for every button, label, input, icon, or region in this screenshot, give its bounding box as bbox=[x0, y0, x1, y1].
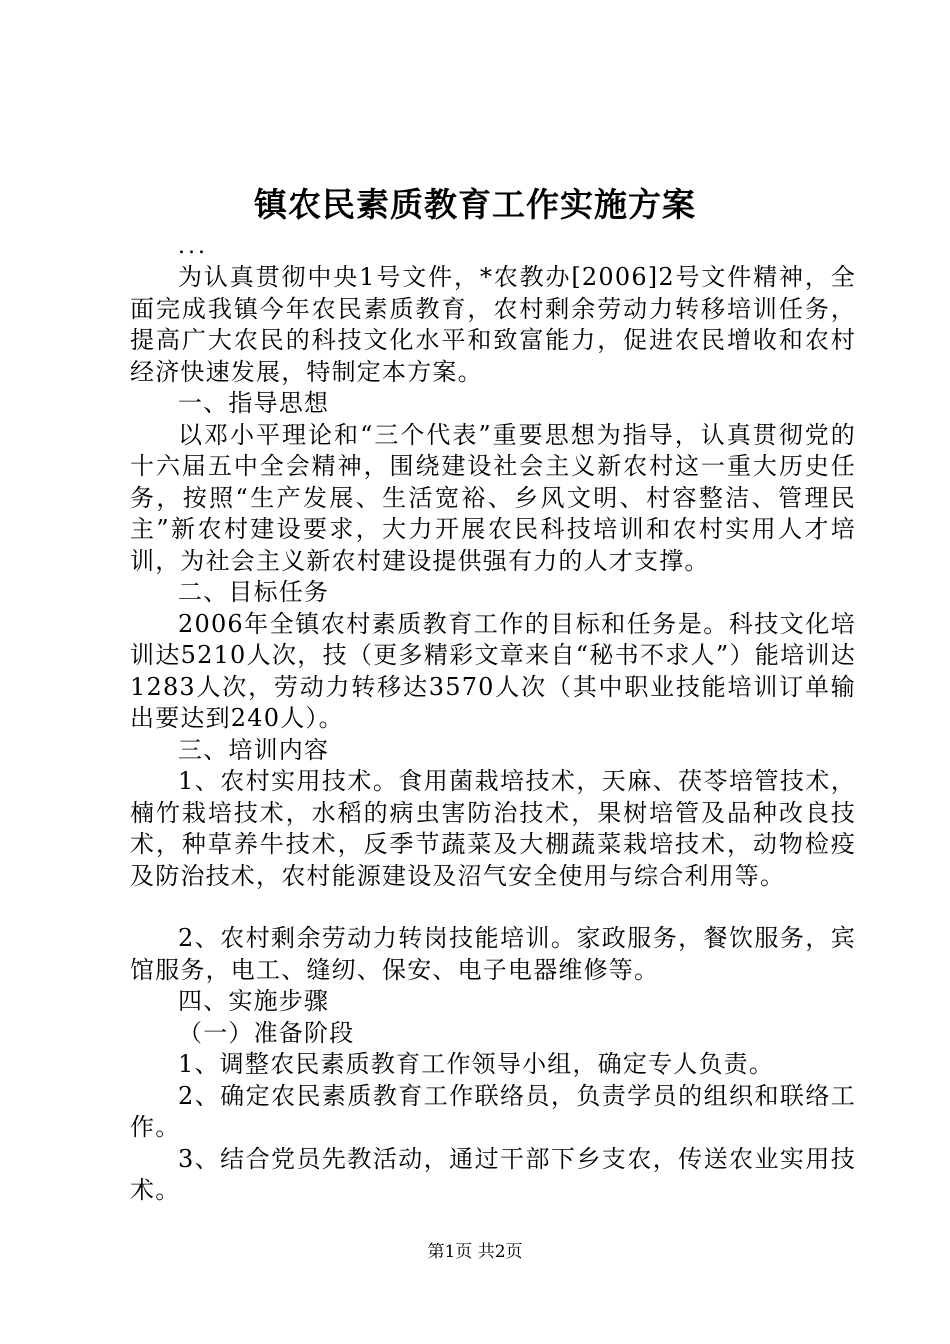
training-content-item-2: 2、农村剩余劳动力转岗技能培训。家政服务，餐饮服务，宾馆服务，电工、缝纫、保安、电子电器维修等。 bbox=[130, 924, 856, 984]
page-footer: 第1页 共2页 bbox=[427, 1242, 523, 1262]
goals-paragraph: 2006年全镇农村素质教育工作的目标和任务是。科技文化培训达5210人次，技（更多精彩文章来自“秘书不求人”）能培训达1283人次，劳动力转移达3570人次（其中职业技能培训订单输出要达到240人）。 bbox=[130, 609, 856, 732]
section-heading-guiding-thought: 一、指导思想 bbox=[178, 389, 330, 417]
section-heading-training-content: 三、培训内容 bbox=[178, 735, 330, 764]
subsection-heading-preparation: （一）准备阶段 bbox=[178, 1018, 355, 1047]
ellipsis-text: ... bbox=[178, 234, 208, 259]
intro-paragraph: 为认真贯彻中央1号文件，*农教办[2006]2号文件精神，全面完成我镇今年农民素质教育，农村剩余劳动力转移培训任务，提高广大农民的科技文化水平和致富能力，促进农民增收和农村经济快速发展，特制定本方案。 bbox=[130, 263, 856, 386]
guiding-thought-paragraph: 以邓小平理论和“三个代表”重要思想为指导，认真贯彻党的十六届五中全会精神，围绕建设社会主义新农村这一重大历史任务，按照“生产发展、生活宽裕、乡风文明、村容整洁、管理民主”新农村建设要求，大力开展农民科技培训和农村实用人才培训，为社会主义新农村建设提供强有力的人才支撑。 bbox=[130, 420, 856, 575]
document-body bbox=[130, 262, 856, 1207]
document-title: 镇农民素质教育工作实施方案 bbox=[254, 185, 696, 224]
preparation-item-2: 2、确定农民素质教育工作联络员，负责学员的组织和联络工作。 bbox=[130, 1081, 856, 1141]
training-content-item-1: 1、农村实用技术。食用菌栽培技术，天麻、茯苓培管技术，楠竹栽培技术，水稻的病虫害防治技术，果树培管及品种改良技术，种草养牛技术，反季节蔬菜及大棚蔬菜栽培技术，动物检疫及防治技术，农村能源建设及沼气安全使用与综合利用等。 bbox=[130, 767, 856, 890]
preparation-item-3: 3、结合党员先教活动，通过干部下乡支农，传送农业实用技术。 bbox=[130, 1144, 856, 1204]
section-heading-implementation: 四、实施步骤 bbox=[178, 987, 330, 1015]
preparation-item-1: 1、调整农民素质教育工作领导小组，确定专人负责。 bbox=[178, 1050, 775, 1078]
section-heading-goals: 二、目标任务 bbox=[178, 578, 330, 606]
